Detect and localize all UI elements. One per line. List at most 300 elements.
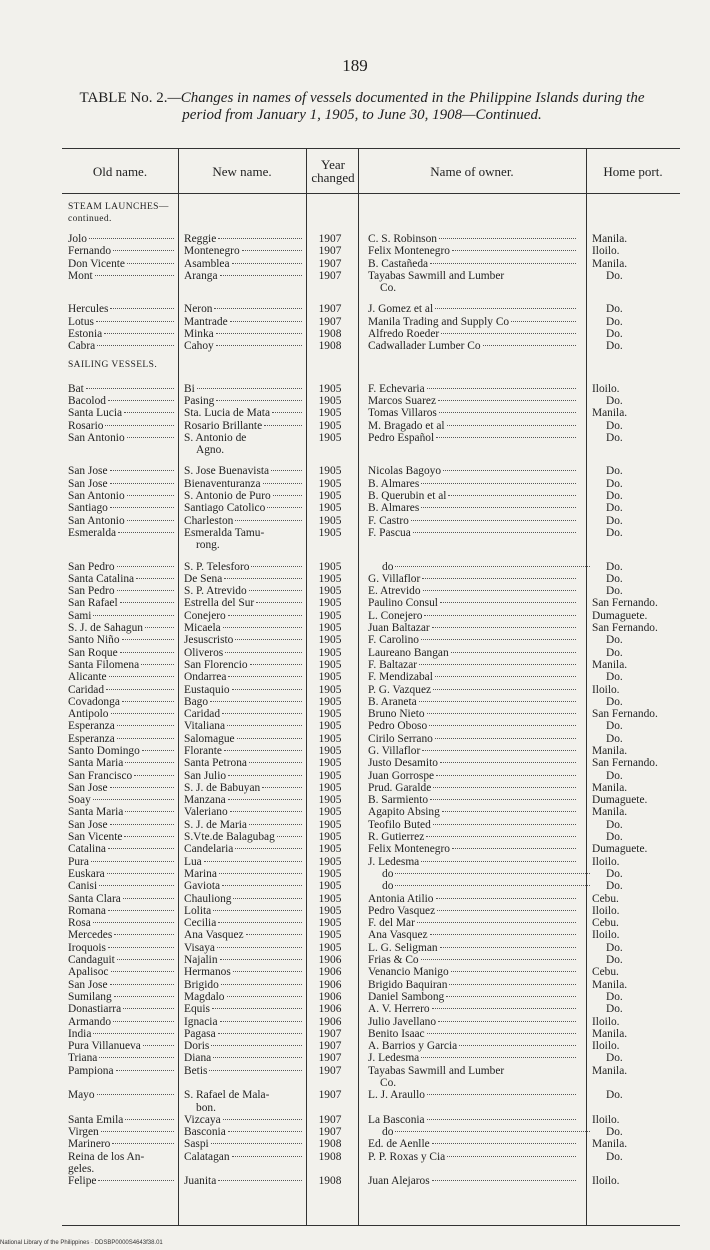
- table-row: [62, 684, 680, 696]
- old-name-cell: [68, 757, 174, 769]
- new-name-cell: [184, 316, 302, 328]
- home-port-cell: Do.: [606, 720, 623, 733]
- home-port-cell: Do.: [606, 502, 623, 515]
- year-cell: 1905: [318, 781, 342, 794]
- old-name-cell-text: Mercedes: [68, 929, 113, 942]
- new-name-cell-text: S. Antonio de Puro: [184, 490, 271, 503]
- new-name-cell-text: Charleston: [184, 514, 234, 527]
- old-name-cell: [68, 1089, 174, 1101]
- old-name-cell-text: Virgen: [68, 1126, 99, 1139]
- new-name-cell-text: S. P. Telesforo: [184, 560, 250, 573]
- table-row: [62, 819, 680, 831]
- home-port-cell: Cebu.: [592, 917, 619, 930]
- new-name-cell: S. Antonio de Agno.: [184, 432, 302, 457]
- owner-cell: [368, 708, 576, 720]
- old-name-cell-text: Esperanza: [68, 732, 115, 745]
- owner-cell-text: J. Ledesma: [368, 855, 420, 868]
- table-row: [62, 868, 680, 880]
- owner-cell-text: Juan Baltazar: [368, 622, 430, 635]
- old-name-cell: [68, 245, 174, 257]
- old-name-cell: [68, 233, 174, 245]
- header-year-changed: Year changed: [311, 157, 355, 185]
- old-name-cell: [68, 515, 174, 527]
- new-name-cell-text: Candelaria: [184, 843, 234, 856]
- table-row: [62, 1126, 680, 1138]
- new-name-cell-text: Diana: [184, 1052, 212, 1065]
- year-cell: 1906: [318, 978, 342, 991]
- owner-cell: [368, 954, 576, 966]
- new-name-cell-text: Montenegro: [184, 245, 240, 258]
- owner-cell: [368, 233, 576, 245]
- old-name-cell: [68, 806, 174, 818]
- home-port-cell: Do.: [606, 490, 623, 503]
- old-name-cell: [68, 407, 174, 419]
- new-name-cell: [184, 245, 302, 257]
- new-name-cell-text: Aranga: [184, 269, 218, 282]
- year-cell: 1905: [318, 646, 342, 659]
- new-name-cell: [184, 647, 302, 659]
- home-port-cell: Dumaguete.: [592, 794, 648, 807]
- new-name-cell-text: Valeriano: [184, 806, 228, 819]
- old-name-cell-text: San Pedro: [68, 585, 115, 598]
- new-name-cell: [184, 684, 302, 696]
- year-cell: 1905: [318, 892, 342, 905]
- year-cell: 1905: [318, 757, 342, 770]
- new-name-cell: [184, 303, 302, 315]
- new-name-cell: [184, 917, 302, 929]
- new-name-cell-text: Micaela: [184, 622, 221, 635]
- new-name-cell: [184, 573, 302, 585]
- old-name-cell-text: Don Vicente: [68, 257, 125, 270]
- old-name-cell-text: Felipe: [68, 1175, 97, 1188]
- owner-cell: [368, 696, 576, 708]
- table-row: [62, 659, 680, 671]
- owner-cell: [368, 782, 576, 794]
- new-name-cell: [184, 843, 302, 855]
- owner-cell: [368, 527, 576, 539]
- table-row: [62, 671, 680, 683]
- owner-cell: [368, 843, 576, 855]
- old-name-cell: [68, 502, 174, 514]
- owner-cell: [368, 1089, 576, 1101]
- year-cell: 1905: [318, 394, 342, 407]
- home-port-cell: Do.: [606, 1150, 623, 1163]
- home-port-cell: Do.: [606, 419, 623, 432]
- home-port-cell: Manila.: [592, 1027, 628, 1040]
- new-name-cell-text: Bi: [184, 382, 195, 395]
- new-name-cell-text: Ondarrea: [184, 671, 227, 684]
- home-port-cell: Iloilo.: [592, 904, 620, 917]
- header-owner: Name of owner.: [430, 163, 514, 179]
- old-name-cell-text: Esmeralda: [68, 526, 117, 539]
- year-cell: 1905: [318, 609, 342, 622]
- new-name-cell-text: S. J. de Babuyan: [184, 781, 261, 794]
- table-row: [62, 340, 680, 352]
- owner-cell-text: do: [382, 1126, 394, 1139]
- year-cell: 1907: [318, 1040, 342, 1053]
- table-row: [62, 1052, 680, 1064]
- table-row: [62, 696, 680, 708]
- new-name-cell: [184, 478, 302, 490]
- owner-cell-text: Benito Isaac: [368, 1027, 425, 1040]
- header-new-name: New name.: [212, 163, 272, 179]
- owner-cell-text: Juan Gorrospe: [368, 769, 435, 782]
- year-cell: 1906: [318, 1003, 342, 1016]
- old-name-cell-text: San Antonio: [68, 431, 125, 444]
- new-name-cell-text: Santa Petrona: [184, 757, 247, 770]
- table-row: [62, 432, 680, 457]
- owner-cell-text: Tomas Villaros: [368, 407, 437, 420]
- old-name-cell-text: Bat: [68, 382, 84, 395]
- old-name-cell: [68, 1028, 174, 1040]
- old-name-cell: [68, 843, 174, 855]
- old-name-cell-text: Bacolod: [68, 394, 106, 407]
- owner-cell: [368, 1003, 576, 1015]
- old-name-cell-text: Fernando: [68, 245, 112, 258]
- year-cell: 1907: [318, 245, 342, 258]
- new-name-cell: [184, 905, 302, 917]
- table-row: [62, 465, 680, 477]
- scan-footer: National Library of the Philippines · DDSBP0000S4643f38.01: [0, 1240, 163, 1246]
- year-cell: 1905: [318, 560, 342, 573]
- old-name-cell-text: Marinero: [68, 1138, 111, 1151]
- vessel-name-table: [62, 148, 680, 1226]
- table-row: [62, 328, 680, 340]
- year-cell: 1905: [318, 769, 342, 782]
- year-cell: 1908: [318, 1138, 342, 1151]
- year-cell: 1907: [318, 1064, 342, 1077]
- year-cell: 1905: [318, 490, 342, 503]
- year-cell: 1905: [318, 867, 342, 880]
- new-name-cell-text: Oliveros: [184, 646, 224, 659]
- old-name-cell: [68, 880, 174, 892]
- year-cell: 1908: [318, 328, 342, 341]
- old-name-cell-text: San Jose: [68, 465, 108, 478]
- owner-continued: Co.: [380, 1077, 397, 1089]
- table-row: [62, 806, 680, 818]
- old-name-cell: [68, 696, 174, 708]
- owner-cell: [368, 831, 576, 843]
- new-name-cell-text: Manzana: [184, 794, 226, 807]
- old-name-cell: [68, 1114, 174, 1126]
- old-name-cell-text: Soay: [68, 794, 91, 807]
- new-name-cell: [184, 794, 302, 806]
- old-name-cell: [68, 868, 174, 880]
- new-name-cell: [184, 991, 302, 1003]
- new-name-cell-text: Betis: [184, 1064, 208, 1077]
- year-cell: 1905: [318, 917, 342, 930]
- owner-cell: [368, 383, 576, 395]
- old-name-cell-text: Santa Clara: [68, 892, 121, 905]
- owner-cell: [368, 1114, 576, 1126]
- new-name-cell-text: Sta. Lucia de Mata: [184, 407, 271, 420]
- year-cell: 1905: [318, 880, 342, 893]
- owner-cell-text: F. del Mar: [368, 917, 415, 930]
- owner-cell: [368, 917, 576, 929]
- home-port-cell: Iloilo.: [592, 1175, 620, 1188]
- new-name-cell: [184, 407, 302, 419]
- table-row: [62, 745, 680, 757]
- new-name-cell: [184, 831, 302, 843]
- old-name-cell-text: Santa Emila: [68, 1113, 124, 1126]
- table-row: [62, 1016, 680, 1028]
- new-name-cell: [184, 659, 302, 671]
- new-name-cell-text: Vitaliana: [184, 720, 226, 733]
- home-port-cell: Do.: [606, 831, 623, 844]
- table-row: [62, 770, 680, 782]
- table-row: [62, 610, 680, 622]
- owner-cell-text: do: [382, 867, 394, 880]
- year-cell: 1906: [318, 1015, 342, 1028]
- old-name-cell: [68, 634, 174, 646]
- new-name-cell: [184, 1114, 302, 1126]
- old-name-cell-text: Pura: [68, 855, 89, 868]
- owner-cell: [368, 573, 576, 585]
- new-name-cell: [184, 770, 302, 782]
- table-row: [62, 502, 680, 514]
- new-name-cell: [184, 819, 302, 831]
- old-name-cell-text: S. J. de Sahagun: [68, 622, 143, 635]
- old-name-cell-text: Antipolo: [68, 708, 109, 721]
- home-port-cell: Iloilo.: [592, 1113, 620, 1126]
- owner-cell-text: F. Mendizabal: [368, 671, 433, 684]
- year-cell: 1905: [318, 744, 342, 757]
- owner-cell: [368, 659, 576, 671]
- owner-cell: [368, 991, 576, 1003]
- table-row: [62, 647, 680, 659]
- new-name-cell-text: Marina: [184, 867, 217, 880]
- owner-cell-text: J. Gomez et al: [368, 303, 434, 316]
- owner-cell: [368, 490, 576, 502]
- page-number: 189: [342, 56, 368, 75]
- owner-cell-text: Paulino Consul: [368, 597, 438, 610]
- new-name-cell-text: Bienaventuranza: [184, 477, 261, 490]
- old-name-cell: [68, 622, 174, 634]
- new-name-cell-text: Magdalo: [184, 990, 225, 1003]
- owner-cell-text: E. Atrevido: [368, 585, 421, 598]
- owner-cell: [368, 671, 576, 683]
- old-name-cell-text: San Pedro: [68, 560, 115, 573]
- home-port-cell: Do.: [606, 695, 623, 708]
- year-cell: 1905: [318, 683, 342, 696]
- table-row: [62, 1040, 680, 1052]
- old-name-cell-text: Rosa: [68, 917, 91, 930]
- owner-cell: [368, 585, 576, 597]
- owner-cell-text: Justo Desamito: [368, 757, 438, 770]
- owner-cell-text: Felix Montenegro: [368, 245, 450, 258]
- owner-cell-text: R. Gutierrez: [368, 831, 425, 844]
- year-cell: 1905: [318, 794, 342, 807]
- table-body: [62, 201, 680, 1225]
- home-port-cell: Iloilo.: [592, 929, 620, 942]
- home-port-cell: Cebu.: [592, 892, 619, 905]
- year-cell: 1905: [318, 477, 342, 490]
- old-name-cell: [68, 1052, 174, 1064]
- section-sailing-vessels: SAILING VESSELS.: [68, 359, 158, 370]
- year-cell: 1905: [318, 465, 342, 478]
- new-name-cell-text: Najalin: [184, 954, 218, 967]
- owner-cell-text: Alfredo Roeder: [368, 328, 440, 341]
- owner-cell: [368, 880, 590, 892]
- owner-cell: Tayabas Sawmill and Lumber Co.: [368, 1065, 576, 1090]
- new-name-cell-text: Doris: [184, 1040, 210, 1053]
- owner-cell: [368, 1175, 576, 1187]
- new-name-cell: [184, 880, 302, 892]
- owner-cell-text: P. G. Vazquez: [368, 683, 432, 696]
- owner-cell-text: Pedro Español: [368, 431, 435, 444]
- owner-cell-text: do: [382, 560, 394, 573]
- new-name-cell-text: Caridad: [184, 708, 221, 721]
- new-name-cell: [184, 757, 302, 769]
- owner-cell: [368, 757, 576, 769]
- owner-cell: [368, 905, 576, 917]
- table-row: [62, 478, 680, 490]
- new-name-cell: [184, 708, 302, 720]
- old-name-cell-text: San Jose: [68, 978, 108, 991]
- old-name-cell-text: San Jose: [68, 781, 108, 794]
- owner-cell-text: F. Baltazar: [368, 658, 418, 671]
- old-name-cell-text: Santa Filomena: [68, 658, 140, 671]
- table-row: [62, 831, 680, 843]
- owner-cell-text: Daniel Sambong: [368, 990, 445, 1003]
- year-cell: 1905: [318, 658, 342, 671]
- new-name-cell-text: Jesuscristo: [184, 634, 234, 647]
- old-name-cell-text: Santo Niño: [68, 634, 120, 647]
- owner-cell: [368, 634, 576, 646]
- year-cell: 1907: [318, 233, 342, 245]
- new-name-cell-text: Rosario Brillante: [184, 419, 263, 432]
- table-row: [62, 1138, 680, 1150]
- new-name-cell-text: Santiago Catolico: [184, 502, 266, 515]
- owner-cell: [368, 1151, 576, 1163]
- old-name-cell: [68, 942, 174, 954]
- owner-cell-text: Ana Vasquez: [368, 929, 428, 942]
- old-name-cell-text: Santa Maria: [68, 757, 124, 770]
- new-name-cell: [184, 233, 302, 245]
- table-header: [62, 149, 680, 194]
- old-name-cell-text: Donastiarra: [68, 1003, 122, 1016]
- new-name-cell: [184, 328, 302, 340]
- year-cell: 1905: [318, 941, 342, 954]
- new-name-cell: [184, 258, 302, 270]
- new-name-cell-text: Vizcaya: [184, 1113, 221, 1126]
- owner-cell: [368, 1052, 576, 1064]
- home-port-cell: Iloilo.: [592, 855, 620, 868]
- home-port-cell: Do.: [606, 818, 623, 831]
- owner-cell: [368, 610, 576, 622]
- old-name-cell: [68, 647, 174, 659]
- new-name-cell: [184, 597, 302, 609]
- old-name-cell-text: Santiago: [68, 502, 108, 515]
- home-port-cell: Do.: [606, 954, 623, 967]
- new-name-cell: [184, 490, 302, 502]
- table-row: [62, 1114, 680, 1126]
- owner-cell-text: La Basconia: [368, 1113, 425, 1126]
- home-port-cell: Do.: [606, 634, 623, 647]
- old-name-cell-text: Jolo: [68, 233, 87, 245]
- year-cell: 1907: [318, 1027, 342, 1040]
- new-name-cell-text: Bago: [184, 695, 209, 708]
- old-name-cell: [68, 340, 174, 352]
- new-name-cell: S. Rafael de Mala- bon.: [184, 1089, 302, 1114]
- table-row: [62, 991, 680, 1003]
- table-row: [62, 929, 680, 941]
- home-port-cell: Manila.: [592, 744, 628, 757]
- old-name-cell: [68, 782, 174, 794]
- home-port-cell: Manila.: [592, 257, 628, 270]
- owner-cell-text: F. Echevaria: [368, 382, 425, 395]
- year-cell: 1905: [318, 904, 342, 917]
- table-row: [62, 490, 680, 502]
- new-name-cell-text: Calatagan: [184, 1150, 230, 1163]
- home-port-cell: San Fernando.: [592, 708, 658, 721]
- old-name-cell: [68, 905, 174, 917]
- home-port-cell: Iloilo.: [592, 382, 620, 395]
- table-row: [62, 905, 680, 917]
- old-name-cell: [68, 258, 174, 270]
- new-name-cell: [184, 893, 302, 905]
- old-name-cell-text: Triana: [68, 1052, 98, 1065]
- owner-cell-text: Agapito Absing: [368, 806, 440, 819]
- table-row: [62, 1028, 680, 1040]
- new-name-cell: [184, 420, 302, 432]
- owner-cell: [368, 561, 590, 573]
- new-name-cell: [184, 1003, 302, 1015]
- owner-cell: [368, 1040, 576, 1052]
- old-name-cell: [68, 917, 174, 929]
- home-port-cell: Do.: [606, 867, 623, 880]
- owner-cell: [368, 245, 576, 257]
- new-name-cell: [184, 782, 302, 794]
- new-name-cell: [184, 1065, 302, 1077]
- old-name-cell-text: Rosario: [68, 419, 104, 432]
- new-name-cell: [184, 622, 302, 634]
- owner-cell-text: A. Barrios y Garcia: [368, 1040, 458, 1053]
- home-port-cell: Cebu.: [592, 966, 619, 979]
- year-cell: 1906: [318, 954, 342, 967]
- owner-cell: [368, 1016, 576, 1028]
- owner-cell: [368, 856, 576, 868]
- old-name-cell: [68, 979, 174, 991]
- old-name-cell-text: Mayo: [68, 1089, 95, 1102]
- new-name-cell-text: Basconia: [184, 1126, 226, 1139]
- home-port-cell: Do.: [606, 585, 623, 598]
- table-row: [62, 245, 680, 257]
- owner-cell-text: G. Villaflor: [368, 572, 421, 585]
- home-port-cell: Do.: [606, 646, 623, 659]
- old-name-cell: [68, 893, 174, 905]
- owner-cell: [368, 745, 576, 757]
- year-cell: 1905: [318, 929, 342, 942]
- old-name-cell: [68, 819, 174, 831]
- home-port-cell: Do.: [606, 1052, 623, 1065]
- home-port-cell: San Fernando.: [592, 597, 658, 610]
- table-row: [62, 733, 680, 745]
- year-cell: 1905: [318, 732, 342, 745]
- section-steam-launches: STEAM LAUNCHES— continued.: [68, 202, 169, 224]
- table-row: [62, 634, 680, 646]
- sailing-vessel-rows: [62, 383, 680, 1188]
- table-row: [62, 233, 680, 245]
- table-row: [62, 880, 680, 892]
- old-name-cell-text: Estonia: [68, 328, 103, 341]
- new-name-cell-text: Brigido: [184, 978, 219, 991]
- home-port-cell: Dumaguete.: [592, 843, 648, 856]
- owner-cell-text: Bruno Nieto: [368, 708, 425, 721]
- old-name-cell-text: Catalina: [68, 843, 106, 856]
- old-name-cell: [68, 420, 174, 432]
- new-name-cell-text: Eustaquio: [184, 683, 230, 696]
